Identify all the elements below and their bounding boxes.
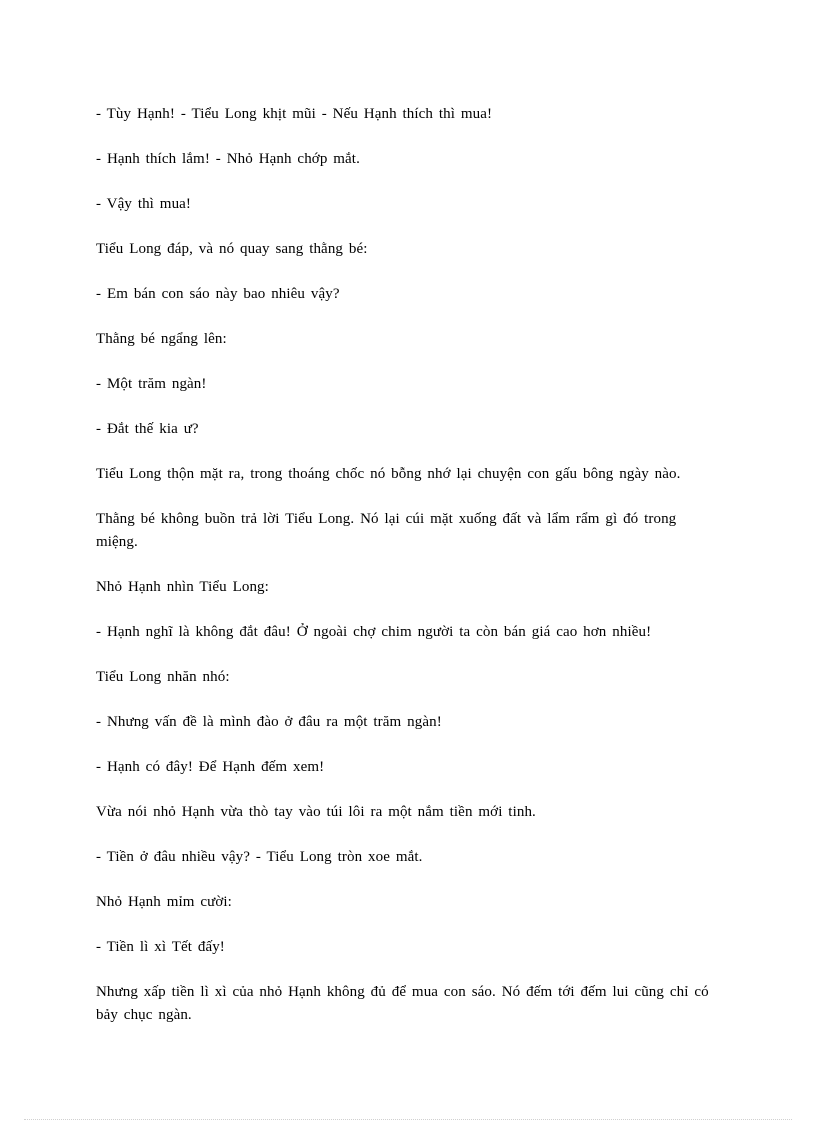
- paragraph-18: Nhỏ Hạnh mỉm cười:: [96, 894, 232, 910]
- paragraph-20: Nhưng xấp tiền lì xì của nhỏ Hạnh không đủ để mua con sáo. Nó đếm tới đếm lui cũng chỉ có bảy chục ngàn.: [96, 984, 709, 1023]
- paragraph-17: - Tiền ở đâu nhiều vậy? - Tiểu Long tròn xoe mắt.: [96, 849, 423, 865]
- story-text: [96, 103, 721, 1049]
- paragraph-11: Nhỏ Hạnh nhìn Tiểu Long:: [96, 579, 269, 595]
- paragraph-7: - Một trăm ngàn!: [96, 376, 207, 392]
- paragraph-13: Tiểu Long nhăn nhó:: [96, 669, 230, 685]
- paragraph-1: - Tùy Hạnh! - Tiểu Long khịt mũi - Nếu Hạnh thích thì mua!: [96, 106, 493, 122]
- paragraph-14: - Nhưng vấn đề là mình đào ở đâu ra một trăm ngàn!: [96, 714, 442, 730]
- paragraph-10: Thằng bé không buồn trả lời Tiểu Long. Nó lại cúi mặt xuống đất và lẩm rẩm gì đó trong miệng.: [96, 511, 677, 550]
- paragraph-19: - Tiền lì xì Tết đấy!: [96, 939, 225, 955]
- paragraph-16: Vừa nói nhỏ Hạnh vừa thò tay vào túi lôi ra một nắm tiền mới tinh.: [96, 804, 536, 820]
- paragraph-8: - Đắt thế kia ư?: [96, 421, 199, 437]
- paragraph-2: - Hạnh thích lắm! - Nhỏ Hạnh chớp mắt.: [96, 151, 360, 167]
- page-bottom-divider: [24, 1119, 792, 1120]
- paragraph-9: Tiểu Long thộn mặt ra, trong thoáng chốc nó bỗng nhớ lại chuyện con gấu bông ngày nào.: [96, 466, 681, 482]
- paragraph-6: Thằng bé ngẩng lên:: [96, 331, 227, 347]
- paragraph-12: - Hạnh nghĩ là không đắt đâu! Ở ngoài chợ chim người ta còn bán giá cao hơn nhiều!: [96, 624, 652, 640]
- paragraph-5: - Em bán con sáo này bao nhiêu vậy?: [96, 286, 340, 302]
- paragraph-3: - Vậy thì mua!: [96, 196, 192, 212]
- paragraph-15: - Hạnh có đây! Để Hạnh đếm xem!: [96, 759, 325, 775]
- paragraph-4: Tiểu Long đáp, và nó quay sang thằng bé:: [96, 241, 368, 257]
